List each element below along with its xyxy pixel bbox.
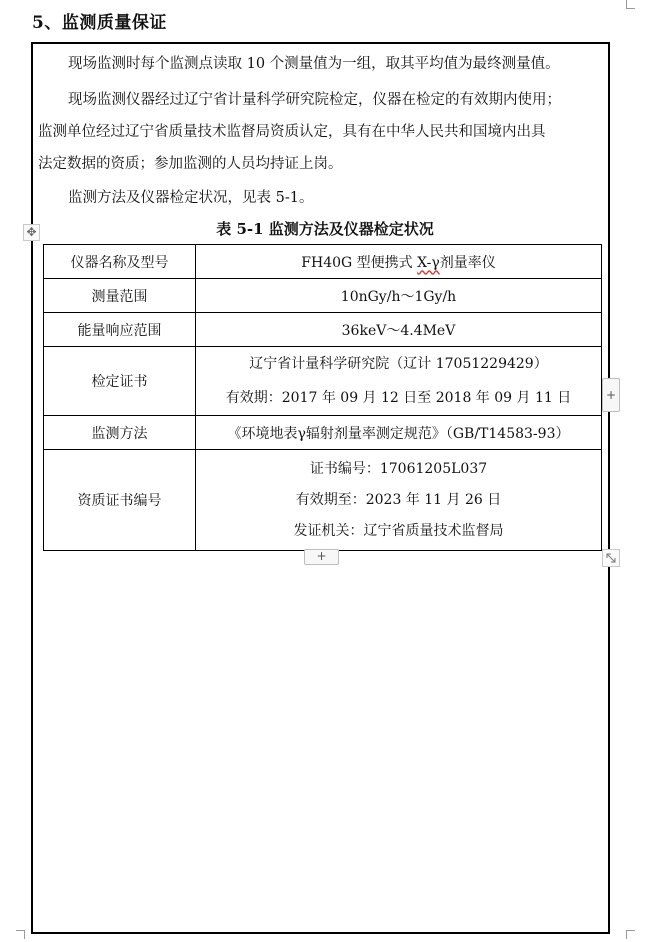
qualification-label: 资质证书编号 [44, 450, 196, 551]
add-row-plus-icon[interactable]: + [304, 549, 339, 565]
paragraph-qualification-line2: 法定数据的资质；参加监测的人员均持证上岗。 [38, 156, 343, 172]
table-row-qualification [44, 450, 602, 551]
instrument-value [196, 245, 602, 279]
certificate-issuer: 辽宁省计量科学研究院（辽计 17051229429） [249, 356, 548, 372]
method-value: 《环境地表γ辐射剂量率测定规范》（GB/T14583-93） [196, 416, 602, 450]
page-corner-mark-top-right [626, 0, 635, 9]
paragraph-calibration: 现场监测仪器经过辽宁省计量科学研究院检定，仪器在检定的有效期内使用； [68, 92, 561, 108]
resize-diagonal-icon [603, 550, 619, 566]
instrument-value-spellcheck: X-γ [417, 254, 440, 271]
page-corner-mark-bottom-right [626, 930, 635, 939]
energy-label: 能量响应范围 [44, 313, 196, 347]
method-label: 监测方法 [44, 416, 196, 450]
instrument-label: 仪器名称及型号 [44, 245, 196, 279]
certificate-label: 检定证书 [44, 347, 196, 416]
qualification-expiry: 有效期至：2023 年 11 月 26 日 [295, 491, 502, 508]
certificate-validity: 有效期：2017 年 09 月 12 日至 2018 年 09 月 11 日 [225, 390, 572, 406]
table-row-method [44, 416, 602, 450]
table-row-instrument [44, 245, 602, 279]
table-caption: 表 5-1 监测方法及仪器检定状况 [216, 220, 434, 238]
instrument-value-prefix: FH40G 型便携式 [301, 254, 418, 271]
table-resize-icon[interactable] [602, 549, 620, 567]
paragraph-sampling: 现场监测时每个监测点读取 10 个测量值为一组，取其平均值为最终测量值。 [68, 56, 560, 72]
paragraph-table-reference: 监测方法及仪器检定状况，见表 5-1。 [68, 190, 314, 206]
paragraph-qualification-line1: 监测单位经过辽宁省质量技术监督局资质认定，具有在中华人民共和国境内出具 [38, 124, 546, 140]
qualification-authority: 发证机关：辽宁省质量技术监督局 [293, 522, 504, 539]
table-row-range [44, 279, 602, 313]
range-value: 10nGy/h～1Gy/h [196, 279, 602, 313]
add-column-plus-icon[interactable]: + [602, 378, 620, 412]
section-title: 5、监测质量保证 [32, 13, 167, 33]
table-row-energy [44, 313, 602, 347]
certificate-value [196, 347, 602, 416]
qualification-value [196, 450, 602, 551]
energy-value: 36keV～4.4MeV [196, 313, 602, 347]
table-row-certificate [44, 347, 602, 416]
qualification-number: 证书编号：17061205L037 [309, 460, 488, 477]
table-move-handle-icon[interactable]: ✥ [23, 224, 40, 241]
page-corner-mark-bottom-left [16, 930, 25, 939]
range-label: 测量范围 [44, 279, 196, 313]
monitoring-method-table [43, 244, 602, 551]
instrument-value-suffix: 剂量率仪 [439, 254, 496, 271]
